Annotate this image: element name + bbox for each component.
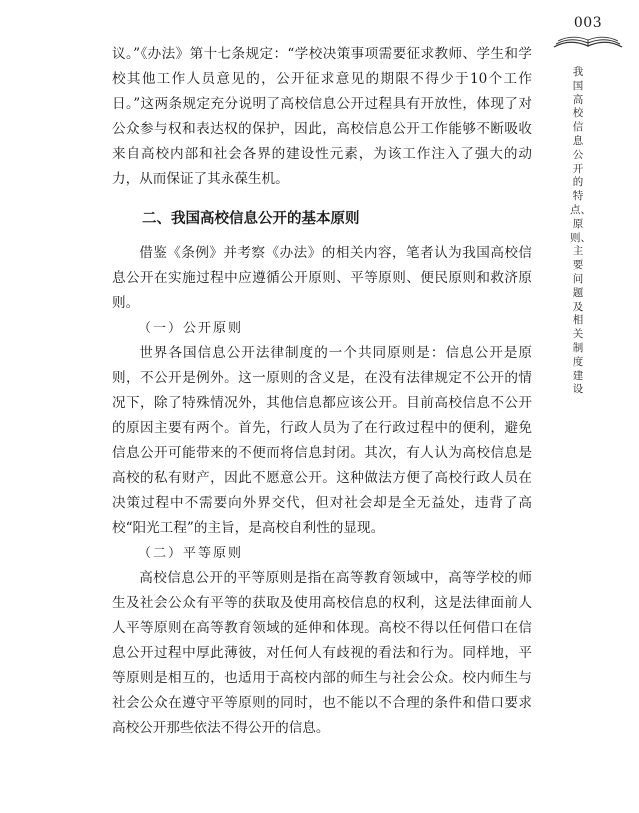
page-number: 003 bbox=[573, 15, 603, 31]
running-chapter-title: 我国高校信息公开的特点、原则、主要问题及相关制度建设 bbox=[570, 66, 591, 396]
section-heading: 二、我国高校信息公开的基本原则 bbox=[142, 211, 360, 227]
subsection-heading-equality-principle: （二）平等原则 bbox=[138, 546, 244, 561]
intro-paragraph: 借鉴《条例》并考察《办法》的相关内容，笔者认为我国高校信息公开在实施过程中应遵循公开原则、平等原则、便民原则和救济原则。 bbox=[112, 245, 532, 311]
continued-paragraph: 议。”《办法》第十七条规定：“学校决策事项需要征求教师、学生和学校其他工作人员意见的，公开征求意见的期限不得少于10个工作日。”这两条规定充分说明了高校信息公开过程具有开放性，体现了对公众参与权和表达权的保护，因此，高校信息公开工作能够不断吸收来自高校内部和社会各界的建设性元素，为该工作注入了强大的动力，从而保证了其永葆生机。 bbox=[112, 46, 532, 187]
page-body bbox=[112, 42, 532, 741]
open-book-icon bbox=[552, 34, 624, 50]
open-principle-paragraph: 世界各国信息公开法律制度的一个共同原则是：信息公开是原则，不公开是例外。这一原则的含义是，在没有法律规定不公开的情况下，除了特殊情况外，其他信息都应该公开。目前高校信息不公开的原因主要有两个。首先，行政人员为了在行政过程中的便利，避免信息公开可能带来的不便而将信息封闭。其次，有人认为高校信息是高校的私有财产，因此不愿意公开。这种做法方便了高校行政人员在决策过程中不需要向外界交代，但对社会却是全无益处，违背了高校“阳光工程”的主旨，是高校自利性的显现。 bbox=[112, 345, 532, 536]
subsection-heading-open-principle: （一）公开原则 bbox=[138, 321, 244, 336]
equality-principle-paragraph: 高校信息公开的平等原则是指在高等教育领域中，高等学校的师生及社会公众有平等的获取及使用高校信息的权利，这是法律面前人人平等原则在高等教育领域的延伸和体现。高校不得以任何借口在信息公开过程中厚此薄彼，对任何人有歧视的看法和行为。同样地，平等原则是相互的，也适用于高校内部的师生与社会公众。校内师生与社会公众在遵守平等原则的同时，也不能以不合理的条件和借口要求高校公开那些依法不得公开的信息。 bbox=[112, 570, 532, 736]
